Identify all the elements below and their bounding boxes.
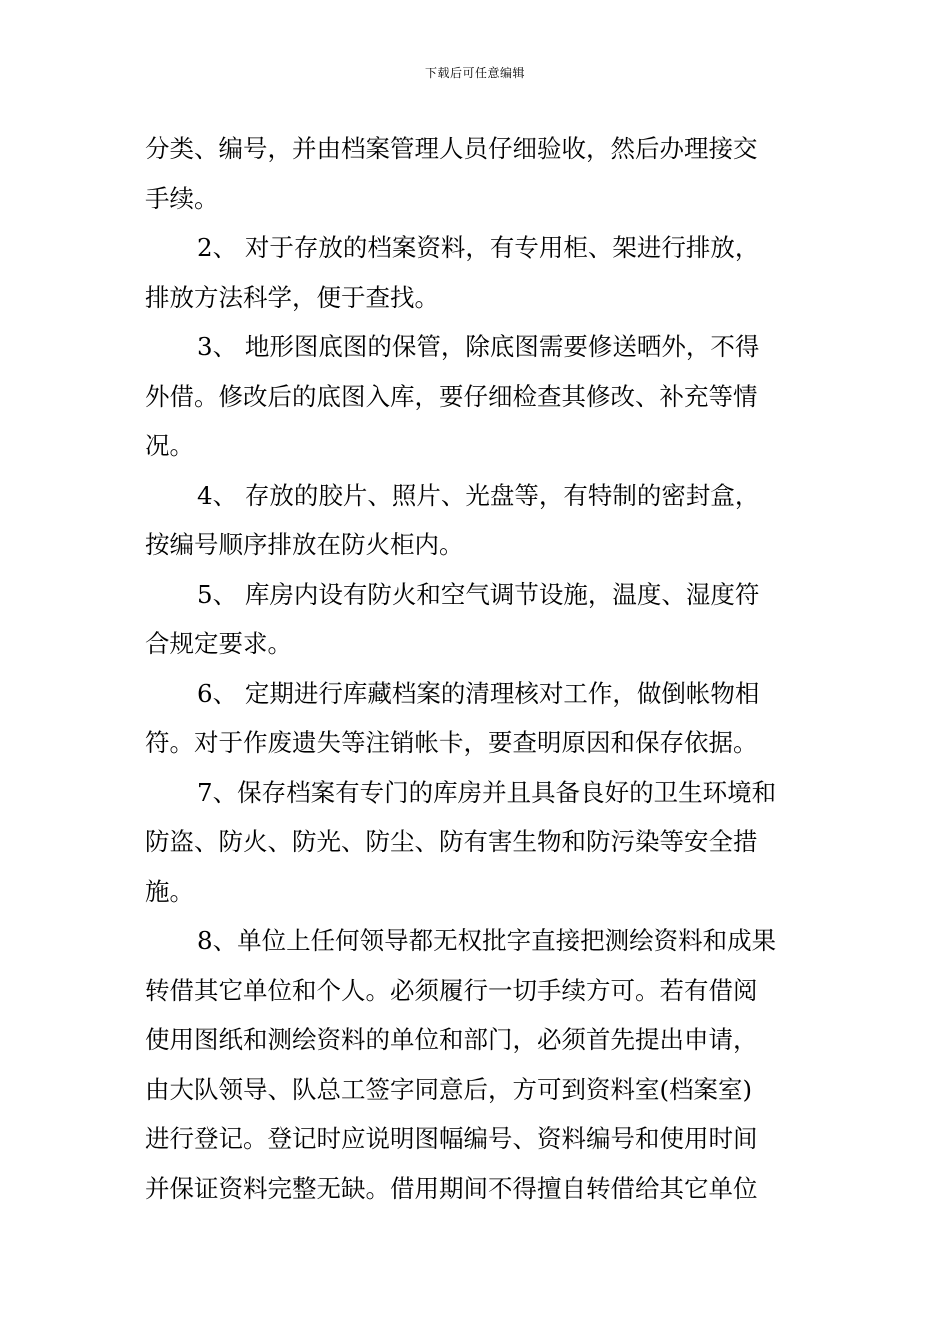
text-line: 符。对于作废遗失等注销帐卡，要查明原因和保存依据。 xyxy=(145,728,758,757)
header-note: 下载后可任意编辑 xyxy=(424,66,525,80)
text-line: 施。 xyxy=(145,876,194,906)
body-text xyxy=(145,124,815,1213)
text-line: 况。 xyxy=(145,431,194,460)
text-line: 转借其它单位和个人。必须履行一切手续方可。若有借阅 xyxy=(145,975,758,1005)
text-line: 排放方法科学，便于查找。 xyxy=(145,282,439,312)
text-line: 防盗、防火、防光、防尘、防有害生物和防污染等安全措 xyxy=(145,827,758,856)
text-line: 3、 地形图底图的保管，除底图需要修送晒外，不得 xyxy=(197,332,760,361)
text-line: 按编号顺序排放在防火柜内。 xyxy=(145,530,464,559)
text-line: 4、 存放的胶片、照片、光盘等，有特制的密封盒， xyxy=(197,480,760,510)
text-line: 合规定要求。 xyxy=(145,629,292,658)
text-line: 手续。 xyxy=(145,183,219,213)
text-line: 进行登记。登记时应说明图幅编号、资料编号和使用时间 xyxy=(145,1124,758,1153)
text-line: 并保证资料完整无缺。借用期间不得擅自转借给其它单位 xyxy=(145,1173,758,1203)
text-line: 5、 库房内设有防火和空气调节设施，温度、湿度符 xyxy=(197,579,760,609)
text-line: 2、 对于存放的档案资料，有专用柜、架进行排放， xyxy=(197,233,760,262)
text-line: 分类、编号，并由档案管理人员仔细验收，然后办理接交 xyxy=(145,134,758,163)
text-line: 7、保存档案有专门的库房并且具备良好的卫生环境和 xyxy=(197,777,777,807)
text-line: 使用图纸和测绘资料的单位和部门，必须首先提出申请， xyxy=(145,1025,758,1054)
text-line: 外借。修改后的底图入库，要仔细检查其修改、补充等情 xyxy=(145,381,758,411)
text-line: 由大队领导、队总工签字同意后，方可到资料室(档案室) xyxy=(145,1074,753,1104)
text-line: 8、单位上任何领导都无权批字直接把测绘资料和成果 xyxy=(197,926,777,955)
text-line: 6、 定期进行库藏档案的清理核对工作，做倒帐物相 xyxy=(197,678,760,708)
